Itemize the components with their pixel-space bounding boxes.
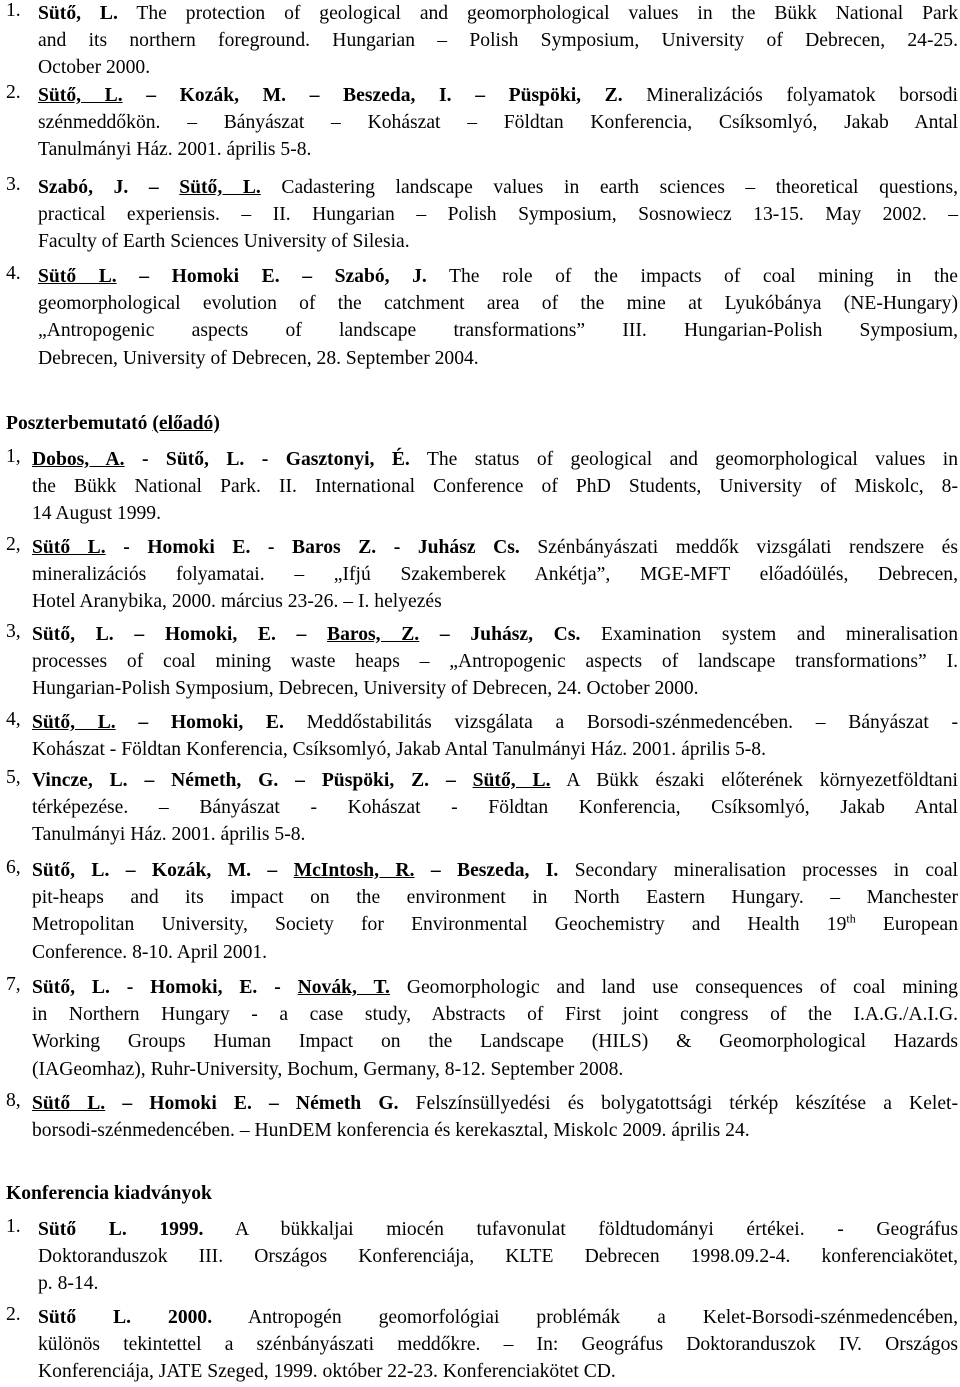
text-line: (IAGeomhaz), Ruhr-University, Bochum, Germany, 8-12. September 2008. [32,1058,624,1080]
text-line: practical experiensis. – II. Hungarian – Polish Symposium, Sosnowiecz 13-15. May 2002. – [38,204,958,226]
text-line: Szabó, J. – Sütő, L. Cadastering landscape values in earth sciences – theoretical questions, [38,177,958,198]
list-item-number: 1, [6,446,21,467]
text-line: October 2000. [38,57,151,79]
text-line: Tanulmányi Ház. 2001. április 5-8. [38,139,312,161]
text-line: processes of coal mining waste heaps – „Antropogenic aspects of landscape transformations” I. [32,651,958,673]
text-line: Sütő L. - Homoki E. - Baros Z. - Juhász Cs. Szénbányászati meddők vizsgálati rendszere és [32,537,959,558]
list-item-text [32,709,958,763]
text-line: Working Groups Human Impact on the Landscape (HILS) & Geomorphological Hazards [32,1031,958,1053]
text-line: borsodi-szénmedencében. – HunDEM konferencia és kerekasztal, Miskolc 2009. április 24. [32,1120,750,1142]
list-item-text [38,174,958,256]
list-item-text [32,857,958,966]
text-line: Sütő L. – Homoki E. – Szabó, J. The role of the impacts of coal mining in the [38,266,958,287]
list-item-text [38,263,958,372]
text-line: Sütő L. 1999. A bükkaljai miocén tufavonulat földtudományi értékei. - Geográfus [38,1219,958,1240]
list-item-text [32,974,958,1083]
list-item-number: 2. [6,1304,21,1325]
text-line: Sütő, L. The protection of geological and geomorphological values in the Bükk National Park [38,3,958,24]
text-line: Dobos, A. - Sütő, L. - Gasztonyi, É. The status of geological and geomorphological values in [32,449,959,470]
text-line: the Bükk National Park. II. International Conference of PhD Students, University of Miskolc, 8- [32,476,958,498]
text-line: pit-heaps and its impact on the environment in North Eastern Hungary. – Manchester [32,887,958,909]
text-line: Hungarian-Polish Symposium, Debrecen, University of Debrecen, 24. October 2000. [32,678,699,700]
list-item-text [38,1304,958,1386]
text-line: Sütő L. – Homoki E. – Németh G. Felszínsüllyedési és bolygatottsági térkép készítése a Kelet- [32,1093,958,1114]
text-line: Sütő, L. – Kozák, M. – McIntosh, R. – Beszeda, I. Secondary mineralisation processes in coal [32,860,958,881]
text-line: Sütő, L. – Homoki, E. Meddőstabilitás vizsgálata a Borsodi-szénmedencében. – Bányászat - [32,712,958,733]
list-item-text [38,1216,958,1298]
text-line: Tanulmányi Ház. 2001. április 5-8. [32,824,306,846]
text-line: Sütő L. 2000. Antropogén geomorfológiai problémák a Kelet-Borsodi-szénmedencében, [38,1307,959,1328]
text-line: Sütő, L. - Homoki, E. - Novák, T. Geomorphologic and land use consequences of coal mining [32,977,958,998]
list-item-text [32,767,958,849]
list-item-number: 1. [6,1216,21,1237]
text-line: Debrecen, University of Debrecen, 28. September 2004. [38,347,479,369]
text-line: Conference. 8-10. April 2001. [32,941,268,963]
text-line: Faculty of Earth Sciences University of Silesia. [38,231,410,253]
list-item-number: 4. [6,263,21,284]
text-line: 14 August 1999. [32,503,162,525]
list-item-number: 3, [6,621,21,642]
text-line: Kohászat - Földtan Konferencia, Csíksomlyó, Jakab Antal Tanulmányi Ház. 2001. április 5-8. [32,739,766,761]
list-item-number: 8, [6,1090,21,1111]
section-heading-poszter: Poszterbemutató (előadó) [6,413,220,434]
text-line: szénmeddőkön. – Bányászat – Kohászat – Földtan Konferencia, Csíksomlyó, Jakab Antal [38,112,958,134]
list-item-number: 4, [6,709,21,730]
text-line: „Antropogenic aspects of landscape transformations” III. Hungarian-Polish Symposium, [38,320,958,342]
list-item-number: 3. [6,174,21,195]
list-item-number: 1. [6,0,21,21]
text-line: Hotel Aranybika, 2000. március 23-26. – I. helyezés [32,591,442,613]
list-item-text [32,621,958,703]
list-item-number: 7, [6,974,21,995]
text-line: Vincze, L. – Németh, G. – Püspöki, Z. – Sütő, L. A Bükk északi előterének környezetföldtani [32,770,958,791]
text-line: Konferenciája, JATE Szeged, 1999. október 22-23. Konferenciakötet CD. [38,1361,616,1383]
text-line: in Northern Hungary - a case study, Abstracts of First joint congress of the I.A.G./A.I.G. [32,1004,958,1026]
text-line: and its northern foreground. Hungarian – Polish Symposium, University of Debrecen, 24-25. [38,30,958,52]
text-line: Sütő, L. – Homoki, E. – Baros, Z. – Juhász, Cs. Examination system and mineralisation [32,624,958,645]
section-heading-konferencia: Konferencia kiadványok [6,1183,212,1204]
list-item-text [32,446,958,528]
list-item-text [32,534,958,616]
list-item-text [38,0,958,82]
list-item-number: 2, [6,534,21,555]
text-line: mineralizációs folyamatai. – „Ifjú Szakemberek Ankétja”, MGE-MFT előadóülés, Debrecen, [32,564,958,586]
list-item-number: 6, [6,857,21,878]
text-line: Doktoranduszok III. Országos Konferenciája, KLTE Debrecen 1998.09.2-4. konferenciakötet, [38,1246,958,1268]
list-item-text [32,1090,958,1144]
text-line: Sütő, L. – Kozák, M. – Beszeda, I. – Püspöki, Z. Mineralizációs folyamatok borsodi [38,85,958,106]
text-line: különös tekintettel a szénbányászati meddőkre. – In: Geográfus Doktoranduszok IV. Országos [38,1334,958,1356]
list-item-number: 5, [6,767,21,788]
list-item-number: 2. [6,82,21,103]
text-line: Metropolitan University, Society for Environmental Geochemistry and Health 19th European [32,911,958,936]
text-line: térképezése. – Bányászat - Kohászat - Földtan Konferencia, Csíksomlyó, Jakab Antal [32,797,958,819]
list-item-text [38,82,958,164]
text-line: p. 8-14. [38,1273,99,1295]
text-line: geomorphological evolution of the catchment area of the mine at Lyukóbánya (NE-Hungary) [38,293,958,315]
